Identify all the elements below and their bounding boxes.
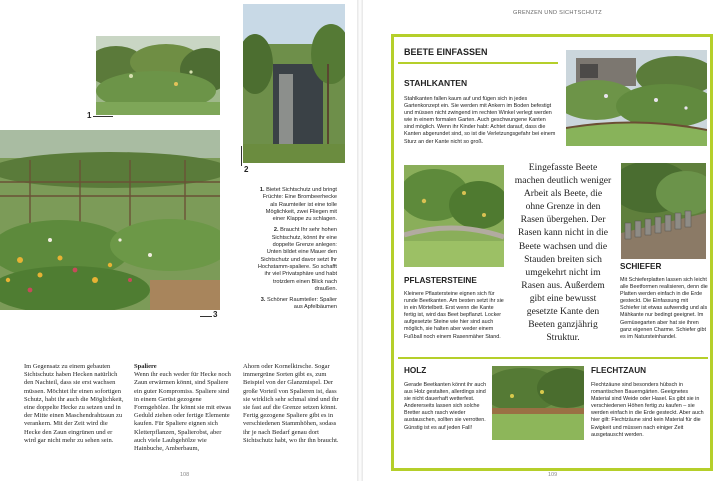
pflaster-heading: PFLASTERSTEINE <box>404 276 477 285</box>
quote-text: Eingefasste Beete machen deutlich weniger Arbeit als Beete, die ohne Grenze in den Rasen übergehen. Der Rasen kann nicht in die Beete wachsen und die Stauden breiten sich umgekehrt nicht im Rasen aus. Außerdem gibt eine bewusst gesetzte Kante den Beeten ganzjährig Struktur. <box>514 162 612 344</box>
spaliere-text: Wenn ihr euch weder für Hecke noch Zaun erwärmen könnt, sind Spaliere ein guter Kompromiss. Spaliere sind in einem Gerüst gezogene Formgehölze. Ihr könnt sie mit etwas Geduld ziehen oder fertige Elemente kaufen. Für Spaliere eignen sich Kletterpflanzen, Spalierobst, aber auch viele Laubgehölze wie Hainbuche, Amberbaum, <box>134 371 232 453</box>
photo-number-1: 1 <box>87 111 92 120</box>
spaliere-heading: Spaliere <box>134 363 157 370</box>
photo-stahlkanten <box>566 50 707 146</box>
left-page-number: 108 <box>180 472 190 478</box>
holz-heading: HOLZ <box>404 366 427 375</box>
photo-holz <box>492 366 584 440</box>
caption-3-text: Schöner Raumteiler: Spalier aus Apfelbäumen <box>267 297 337 311</box>
caption-1 <box>257 187 337 223</box>
photo-number-3: 3 <box>213 310 218 319</box>
body-column-1: Im Gegensatz zu einem gebauten Sichtschutz haben Hecken natürlich den Nachteil, dass sie erst wachsen müssen. Möchtet ihr einen sofortigen Schutz, habt ihr auch die Möglichkeit, eine doppelte Hecke zu setzen und in der Mitte einen Maschendrahtzaun zu verankern. Mit der Zeit wird die Hecke den Zaun eingrünen und er wird gar nicht mehr zu sehen sein. <box>24 363 124 444</box>
photo-apple-espalier <box>0 130 220 310</box>
photo-schiefer <box>621 163 706 259</box>
stahlkanten-heading: STAHLKANTEN <box>404 78 468 88</box>
caption-1-number: 1. <box>259 187 265 193</box>
holz-text: Gerade Beetkanten könnt ihr auch aus Holz gestalten, allerdings sind sie nicht dauerhaft wetterfest. Andererseits lassen sich solche Bretter auch rasch wieder austauschen, sollten sie verrotten. Günstig ist es auf jeden Fall! <box>404 382 487 431</box>
photo-number-1-line <box>93 116 113 117</box>
flechtzaun-heading: FLECHTZAUN <box>591 366 647 375</box>
flechtzaun-text: Flechtzäune sind besonders hübsch in romantischen Bauerngärten. Geeignetes Material sind Weide oder Hasel. Es gibt sie in verschiedenen Höhen fertig zu kaufen – sie werden einfach in die Erde gesteckt. Aber auch hier gilt: Flechtzäune sind kein Material für die Ewigkeit und müssen nach einiger Zeit ausgetauscht werden. <box>591 382 704 438</box>
photo-number-3-line <box>200 316 212 317</box>
title-underline <box>398 62 558 64</box>
stahlkanten-text: Stahlkanten fallen kaum auf und fügen sich in jedes Gartenkonzept ein. Sie werden mit Ankern im Boden befestigt und müssen nicht zwingend im rechten Winkel verlegt werden wie in einem formalen Garten. Auch geschwungene Kanten sind möglich. Wenn ihr Kinder habt: Achtet darauf, dass die Kanten abgerundet sind, so ist die Verletzungsgefahr bei einem Sturz an der Kante nicht so groß. <box>404 96 556 145</box>
photo-espalier-wall <box>243 4 345 163</box>
caption-2 <box>257 227 337 293</box>
box-title: BEETE EINFASSEN <box>404 47 488 57</box>
schiefer-heading: SCHIEFER <box>620 262 662 271</box>
lower-row-divider <box>398 357 708 359</box>
captions-column <box>257 187 337 312</box>
photo-number-2-line <box>241 146 242 166</box>
caption-3 <box>257 297 337 312</box>
photo-number-2: 2 <box>244 165 249 174</box>
right-page-number: 109 <box>548 472 558 478</box>
page-gutter <box>357 0 363 481</box>
photo-pflastersteine <box>404 165 504 267</box>
caption-3-number: 3. <box>260 297 266 304</box>
caption-2-text: Braucht Ihr sehr hohen Sichtschutz, könnt ihr eine doppelte Grenze anlegen: Unten bildet eine Mauer den Sichtschutz und davor setzt Ihr Hochstamm-spaliere. So schafft ihr viel Privatsphäre und habt trotzdem einen Blick nach draußen. <box>257 227 337 292</box>
schiefer-text: Mit Schieferplatten lassen sich leicht alle Beetformen realisieren, denn die Platten werden einfach in die Erde gesteckt. Die Einfassung mit Schiefer ist etwas aufwendig und als Mähkante nur bedingt geeignet. Im Gemüsegarten aber hat sie ihren ganz eigenen Charme. Schiefer gibt es im Natursteinhandel. <box>620 277 708 340</box>
body-column-2 <box>134 363 235 453</box>
body-column-3: Ahorn oder Kornelkirsche. Sogar immergrüne Sorten gibt es, zum Beispiel von der Glanzmispel. Der große Vorteil von Spalieren ist, dass sie wirklich sehr schmal sind und ihr sie fast auf die Grenze setzen könnt. Fertig gezogene Spaliere gibt es in verschiedenen Stammhöhen, sodass ihr je nach Bedarf genau dort Sichtschutz habt, wo ihr ihn braucht. <box>243 363 339 444</box>
pflaster-text: Kleinere Pflastersteine eignen sich für runde Beetkanten. Am besten setzt ihr sie in ein Mörtelbett. Erst wenn die Kante fertig ist, wird das Beet bepflanzt. Locker aufgesetzte Steine wie hier sind auch möglich, sie halten aber weder einem Fußball noch einem Rasenmäher Stand. <box>404 291 504 340</box>
caption-2-number: 2. <box>273 227 279 234</box>
photo-bramble-hedge <box>96 36 220 115</box>
running-title: GRENZEN UND SICHTSCHUTZ <box>513 10 602 16</box>
caption-1-text: Bietet Sichtschutz und bringt Früchte: Eine Brombeerhecke als Raumteiler ist eine tolle Möglichkeit, zwei Fliegen mit einer Klappe zu schlagen. <box>262 187 337 223</box>
